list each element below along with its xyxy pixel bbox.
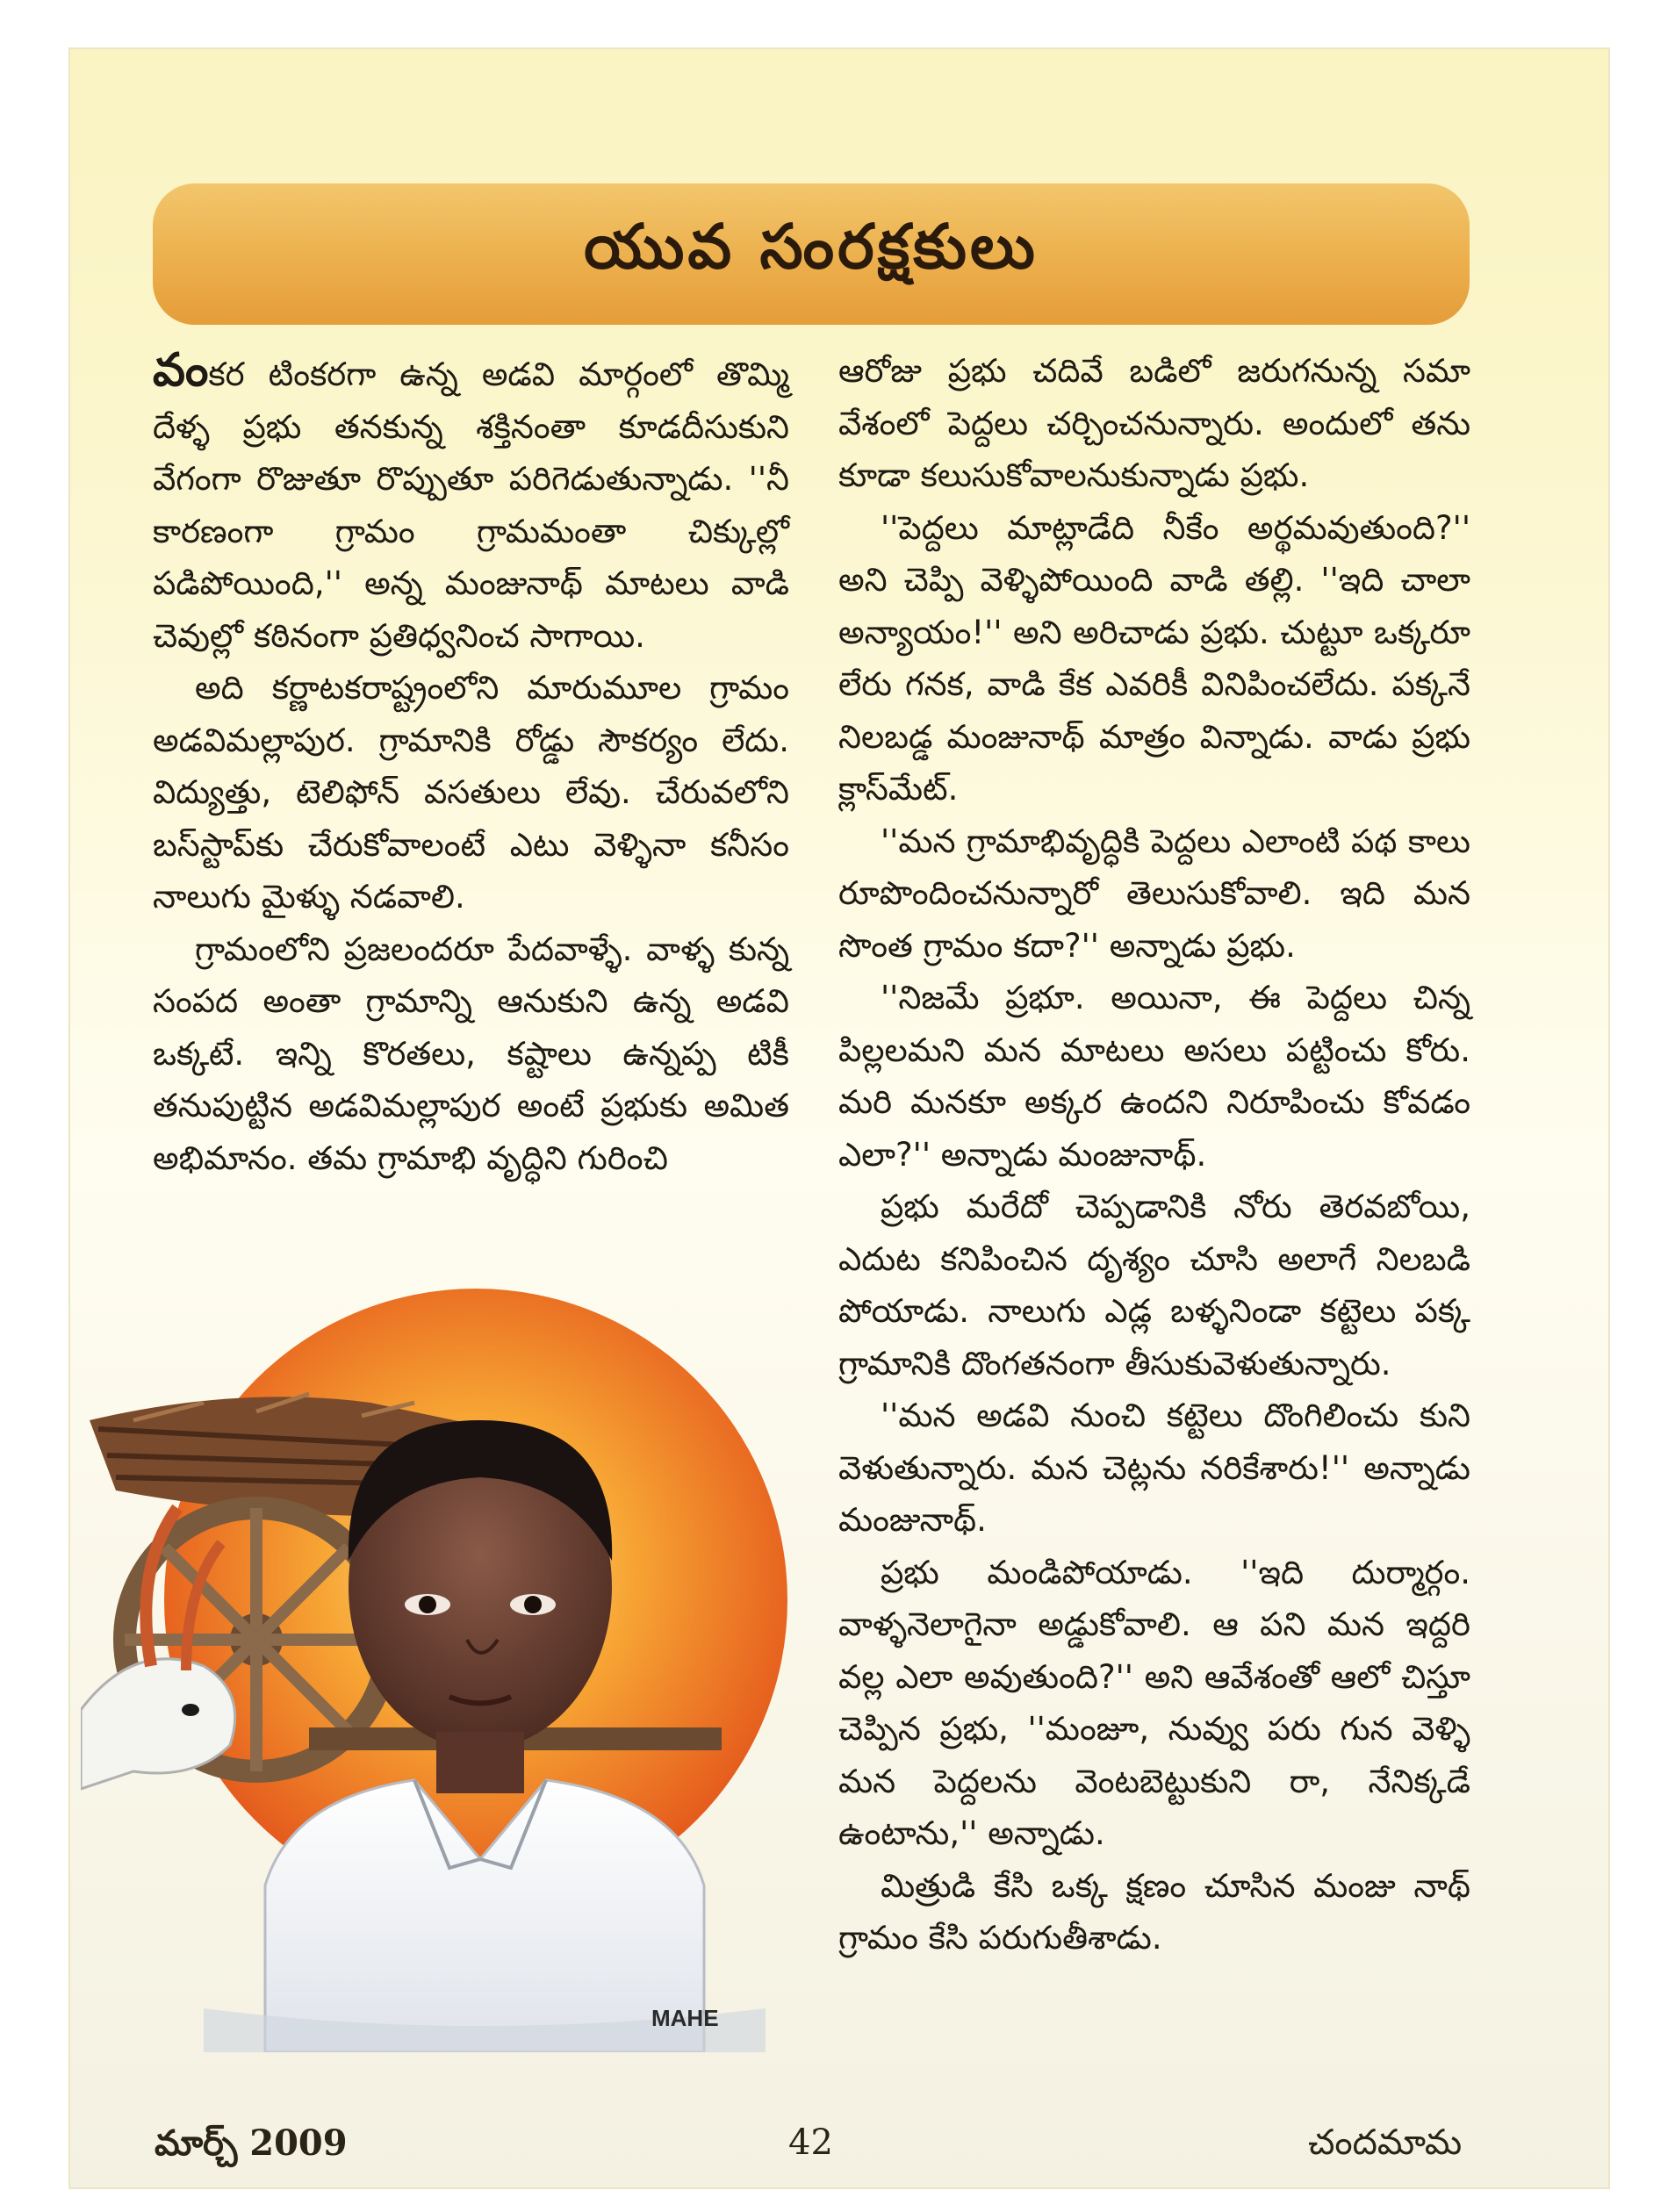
magazine-name: చందమామ: [1308, 2122, 1463, 2163]
paragraph: ''నిజమే ప్రభూ. అయినా, ఈ పెద్దలు చిన్న పిల్లలమని మన మాటలు అసలు పట్టించు కోరు. మరి మనకూ అక్కర ఉందని నిరూపించు కోవడం ఎలా?'' అన్నాడు మంజునాథ్.: [838, 979, 1470, 1174]
left-text-column: [153, 345, 789, 1184]
paragraph: ''మన అడవి నుంచి కట్టెలు దొంగిలించు కుని వెళుతున్నారు. మన చెట్లను నరికేశారు!'' అన్నాడు మంజునాథ్.: [838, 1397, 1470, 1539]
paragraph: ''పెద్దలు మాట్లాడేది నీకేం అర్థమవుతుంది?'' అని చెప్పి వెళ్ళిపోయింది వాడి తల్లి. ''ఇది చాలా అన్యాయం!'' అని అరిచాడు ప్రభు. చుట్టూ ఒక్కరూ లేరు గనక, వాడి కేక ఎవరికీ వినిపించలేదు. పక్కనే నిలబడ్డ మంజునాథ్ మాత్రం విన్నాడు. వాడు ప్రభు క్లాస్‌మేట్.: [838, 508, 1470, 808]
boy-with-cart-illustration: [81, 1253, 801, 2052]
paragraph: ప్రభు మండిపోయాడు. ''ఇది దుర్మార్గం. వాళ్ళనెలాగైనా అడ్డుకోవాలి. ఆ పని మన ఇద్దరి వల్ల ఎలా అవుతుంది?'' అని ఆవేశంతో ఆలో చిస్తూ చెప్పిన ప్రభు, ''మంజూ, నువ్వు పరు గున వెళ్ళి మన పెద్దలను వెంటబెట్టుకుని రా, నేనిక్కడే ఉంటాను,'' అన్నాడు.: [838, 1553, 1470, 1852]
story-illustration: [81, 1253, 801, 2052]
paragraph: ప్రభు మరేదో చెప్పడానికి నోరు తెరవబోయి, ఎదుట కనిపించిన దృశ్యం చూసి అలాగే నిలబడి పోయాడు. నాలుగు ఎడ్ల బళ్ళనిండా కట్టెలు పక్క గ్రామానికి దొంగతనంగా తీసుకువెళుతున్నారు.: [838, 1188, 1470, 1382]
paragraph: గ్రామంలోని ప్రజలందరూ పేదవాళ్ళే. వాళ్ళ కున్న సంపద అంతా గ్రామాన్ని ఆనుకుని ఉన్న అడవి ఒక్కటే. ఇన్ని కొరతలు, కష్టాలు ఉన్నప్ప టికీ తనుపుట్టిన అడవిమల్లాపుర అంటే ప్రభుకు అమిత అభిమానం. తమ గ్రామాభి వృద్ధిని గురించి: [153, 930, 789, 1177]
title-banner: [153, 183, 1470, 325]
paragraph: ''మన గ్రామాభివృద్ధికి పెద్దలు ఎలాంటి పథ కాలు రూపొందించనున్నారో తెలుసుకోవాలి. ఇది మన సొంత గ్రామం కదా?'' అన్నాడు ప్రభు.: [838, 822, 1470, 965]
page-number: 42: [788, 2122, 833, 2163]
right-text-column: [838, 345, 1470, 1964]
story-title: యువ సంరక్షకులు: [584, 211, 1039, 283]
paragraph: ఆరోజు ప్రభు చదివే బడిలో జరుగనున్న సమా వేశంలో పెద్దలు చర్చించనున్నారు. అందులో తను కూడా కలుసుకోవాలనుకున్నాడు ప్రభు.: [838, 352, 1470, 494]
paragraph: వంకర టింకరగా ఉన్న అడవి మార్గంలో తొమ్మి దేళ్ళ ప్రభు తనకున్న శక్తినంతా కూడదీసుకుని వేగంగా రొజుతూ రొప్పుతూ పరిగెడుతున్నాడు. ''నీ కారణంగా గ్రామం గ్రామమంతా చిక్కుల్లో పడిపోయింది,'' అన్న మంజునాథ్ మాటలు వాడి చెవుల్లో కఠినంగా ప్రతిధ్వనించ సాగాయి.: [153, 344, 789, 655]
paragraph: అది కర్ణాటకరాష్ట్రంలోని మారుమూల గ్రామం అడవిమల్లాపుర. గ్రామానికి రోడ్డు సౌకర్యం లేదు. విద్యుత్తు, టెలిఫోన్ వసతులు లేవు. చేరువలోని బస్‌స్టాప్‌కు చేరుకోవాలంటే ఎటు వెళ్ళినా కనీసం నాలుగు మైళ్ళు నడవాలి.: [153, 669, 789, 916]
drop-cap: వం: [153, 344, 209, 397]
artist-signature: MAHE: [651, 2005, 719, 2031]
issue-date: మార్చ్ 2009: [155, 2122, 348, 2164]
paragraph: మిత్రుడి కేసి ఒక్క క్షణం చూసిన మంజు నాథ్ గ్రామం కేసి పరుగుతీశాడు.: [838, 1866, 1470, 1957]
